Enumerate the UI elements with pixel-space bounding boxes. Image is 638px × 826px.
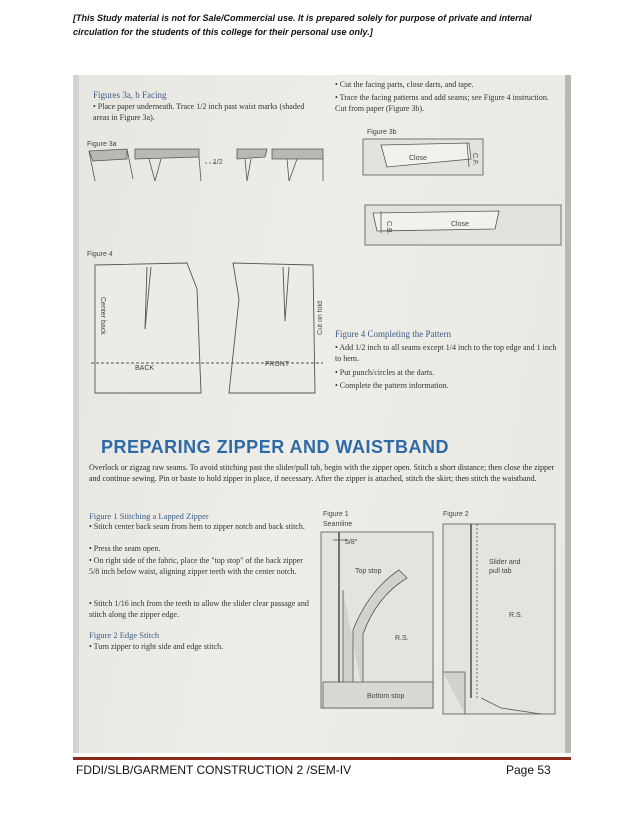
top-stop-label: Top stop [355,568,382,575]
figure-3a-label: Figure 3a [87,141,117,148]
zipper-figure-1-label: Figure 1 [323,511,349,518]
facing-heading: Figures 3a, b Facing [93,90,167,100]
fig1-bullet-2: • Press the seam open. [89,544,161,553]
slider-pull-tab-label: Slider and pull tab [489,559,521,575]
figure-4-heading: Figure 4 Completing the Pattern [335,329,451,339]
facing-bullet-1: • Place paper underneath. Trace 1/2 inch past waist marks (shaded areas in Figure 3a). [93,102,305,122]
fig1-bullet-1: • Stitch center back seam from hem to zipper notch and back stitch. [89,522,305,531]
footer-course-code: FDDI/SLB/GARMENT CONSTRUCTION 2 /SEM-IV [76,763,352,777]
seamline-label: Seamline [323,521,353,528]
cf-label: C.F. [471,153,478,166]
figure-4-bullet-2: • Put punch/circles at the darts. [335,368,435,377]
page-edge [565,75,571,753]
bottom-stop-label: Bottom stop [367,693,405,700]
figure-3b-label: Figure 3b [367,129,397,136]
facing-right-bullet-2: • Trace the facing patterns and add seams; see Figure 4 instruction. Cut from paper (Figure 3b). [335,93,549,113]
zipper-figure-2-diagram [441,522,557,718]
rs-label-figure-2: R.S. [509,612,523,619]
footer-rule [73,757,571,760]
close-label-3b-top: Close [409,155,427,162]
half-inch-label: 1/2 [213,159,223,166]
textbook-page-photo [73,75,571,753]
cut-on-fold-label: Cut on fold [317,301,324,335]
fig2-bullet-1: • Turn zipper to right side and edge stitch. [89,642,224,651]
rs-label-figure-1: R.S. [395,635,409,642]
facing-right-bullet-1: • Cut the facing parts, close darts, and tape. [335,80,474,89]
close-label-3b-bottom: Close [451,221,469,228]
figure-4-bullet-1: • Add 1/2 inch to all seams except 1/4 inch to the top edge and 1 inch to hem. [335,343,557,363]
cb-label: C.B. [385,221,392,235]
zipper-figure-1-diagram [319,530,437,712]
section-title: PREPARING ZIPPER AND WAISTBAND [101,437,450,457]
zipper-figure-2-label: Figure 2 [443,511,469,518]
figure-4-bullet-3: • Complete the pattern information. [335,381,449,390]
front-label: FRONT [265,361,290,368]
fig1-bullet-4: • Stitch 1/16 inch from the teeth to allow the slider clear passage and stitch along the zipper edge. [89,599,309,619]
figure-4-diagram [87,259,331,395]
figure-4-label: Figure 4 [87,251,113,258]
fig2-heading: Figure 2 Edge Stitch [89,630,160,640]
fig1-heading: Figure 1 Stitching a Lapped Zipper [89,511,209,521]
back-label: BACK [135,365,155,372]
zipper-intro: Overlock or zigzag raw seams. To avoid stitching past the slider/pull tab, begin with the zipper open. Stitch a short distance; then close the zipper and continue sewing. Pin or baste to hold zipper in place, if necessary. After the zipper is attached, stitch the skirt; then stitch the waistband. [89,463,555,483]
figure-3a-diagram [87,147,327,183]
center-back-label: Center back [99,297,106,335]
page-surface [79,75,565,753]
footer-page-number: Page 53 [506,763,551,777]
fig1-bullet-3: • On right side of the fabric, place the "top stop" of the back zipper 5/8 inch below waist, aligning zipper teeth with the center notch. [89,556,303,576]
five-eighths-label: 5/8" [345,539,358,546]
disclaimer-text: [This Study material is not for Sale/Commercial use. It is prepared solely for purpose of private and internal circulation for the students of this college for their personal use only.] [73,13,532,37]
